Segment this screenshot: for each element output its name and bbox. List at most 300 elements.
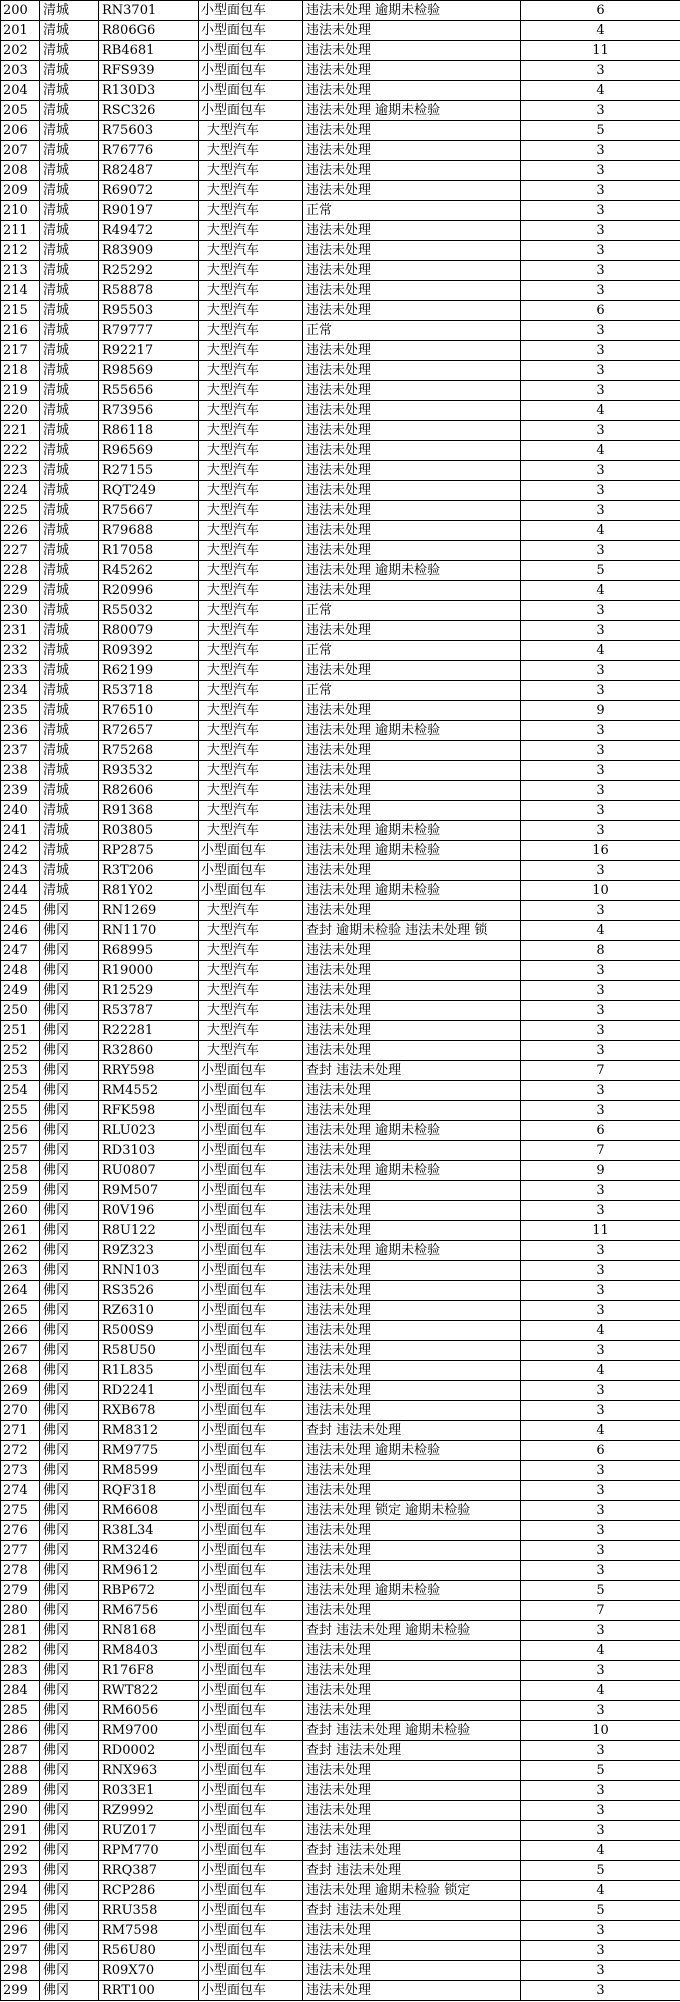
row-number: 257 [1, 1141, 40, 1161]
status-cell: 违法未处理 [303, 1661, 521, 1681]
plate-cell: RQF318 [99, 1481, 199, 1501]
plate-cell: R806G6 [99, 21, 199, 41]
district-cell: 清城 [40, 101, 99, 121]
count-cell: 11 [521, 1221, 680, 1241]
vehicle-type-cell: 小型面包车 [199, 1221, 303, 1241]
row-number: 279 [1, 1581, 40, 1601]
count-cell: 3 [521, 1701, 680, 1721]
count-cell: 3 [521, 281, 680, 301]
status-cell: 违法未处理 [303, 361, 521, 381]
row-number: 255 [1, 1101, 40, 1121]
count-cell: 3 [521, 721, 680, 741]
count-cell: 3 [521, 961, 680, 981]
district-cell: 清城 [40, 741, 99, 761]
count-cell: 3 [521, 1401, 680, 1421]
status-cell: 违法未处理 [303, 501, 521, 521]
vehicle-type-cell: 小型面包车 [199, 1781, 303, 1801]
row-number: 234 [1, 681, 40, 701]
row-number: 238 [1, 761, 40, 781]
vehicle-type-cell: 小型面包车 [199, 21, 303, 41]
row-number: 227 [1, 541, 40, 561]
table-row [1, 961, 680, 981]
count-cell: 3 [521, 901, 680, 921]
plate-cell: R72657 [99, 721, 199, 741]
row-number: 204 [1, 81, 40, 101]
district-cell: 清城 [40, 581, 99, 601]
table-row [1, 1681, 680, 1701]
status-cell: 违法未处理 [303, 1681, 521, 1701]
district-cell: 清城 [40, 141, 99, 161]
count-cell: 16 [521, 841, 680, 861]
table-row [1, 801, 680, 821]
count-cell: 4 [521, 1361, 680, 1381]
count-cell: 3 [521, 181, 680, 201]
table-row [1, 721, 680, 741]
plate-cell: RSC326 [99, 101, 199, 121]
vehicle-type-cell: 小型面包车 [199, 1581, 303, 1601]
district-cell: 佛冈 [40, 1121, 99, 1141]
vehicle-type-cell: 大型汽车 [199, 381, 303, 401]
table-row [1, 1561, 680, 1581]
vehicle-type-cell: 大型汽车 [199, 341, 303, 361]
table-row [1, 1301, 680, 1321]
status-cell: 违法未处理 [303, 1641, 521, 1661]
vehicle-type-cell: 大型汽车 [199, 921, 303, 941]
plate-cell: RD3103 [99, 1141, 199, 1161]
plate-cell: R22281 [99, 1021, 199, 1041]
vehicle-type-cell: 大型汽车 [199, 961, 303, 981]
status-cell: 违法未处理 [303, 381, 521, 401]
district-cell: 佛冈 [40, 1841, 99, 1861]
row-number: 224 [1, 481, 40, 501]
district-cell: 佛冈 [40, 1481, 99, 1501]
row-number: 240 [1, 801, 40, 821]
table-row [1, 1421, 680, 1441]
table-row [1, 281, 680, 301]
plate-cell: RLU023 [99, 1121, 199, 1141]
table-row [1, 1161, 680, 1181]
status-cell: 违法未处理 [303, 541, 521, 561]
vehicle-type-cell: 小型面包车 [199, 1921, 303, 1941]
count-cell: 3 [521, 1621, 680, 1641]
status-cell: 违法未处理 [303, 1081, 521, 1101]
district-cell: 清城 [40, 121, 99, 141]
table-row [1, 1081, 680, 1101]
table-row [1, 341, 680, 361]
district-cell: 佛冈 [40, 1681, 99, 1701]
status-cell: 违法未处理 逾期未检验 [303, 821, 521, 841]
district-cell: 佛冈 [40, 1141, 99, 1161]
status-cell: 违法未处理 [303, 421, 521, 441]
vehicle-type-cell: 大型汽车 [199, 1001, 303, 1021]
count-cell: 4 [521, 1641, 680, 1661]
vehicle-type-cell: 大型汽车 [199, 181, 303, 201]
district-cell: 清城 [40, 241, 99, 261]
vehicle-type-cell: 大型汽车 [199, 201, 303, 221]
table-row [1, 121, 680, 141]
row-number: 212 [1, 241, 40, 261]
plate-cell: RM6756 [99, 1601, 199, 1621]
table-row [1, 1281, 680, 1301]
plate-cell: R56U80 [99, 1941, 199, 1961]
row-number: 208 [1, 161, 40, 181]
vehicle-type-cell: 大型汽车 [199, 361, 303, 381]
table-row [1, 741, 680, 761]
status-cell: 违法未处理 逾期未检验 [303, 1121, 521, 1141]
district-cell: 清城 [40, 41, 99, 61]
row-number: 200 [1, 1, 40, 21]
count-cell: 3 [521, 1381, 680, 1401]
vehicle-type-cell: 大型汽车 [199, 321, 303, 341]
table-row [1, 141, 680, 161]
count-cell: 4 [521, 81, 680, 101]
district-cell: 佛冈 [40, 901, 99, 921]
row-number: 275 [1, 1501, 40, 1521]
vehicle-type-cell: 大型汽车 [199, 941, 303, 961]
table-row [1, 901, 680, 921]
count-cell: 3 [521, 1481, 680, 1501]
plate-cell: R81Y02 [99, 881, 199, 901]
status-cell: 违法未处理 [303, 1461, 521, 1481]
plate-cell: R38L34 [99, 1521, 199, 1541]
vehicle-type-cell: 小型面包车 [199, 1981, 303, 2001]
status-cell: 查封 逾期未检验 违法未处理 锁 [303, 921, 521, 941]
district-cell: 佛冈 [40, 1061, 99, 1081]
plate-cell: R09X70 [99, 1961, 199, 1981]
district-cell: 佛冈 [40, 1721, 99, 1741]
table-row [1, 981, 680, 1001]
district-cell: 佛冈 [40, 1221, 99, 1241]
district-cell: 清城 [40, 161, 99, 181]
plate-cell: RRQ387 [99, 1861, 199, 1881]
plate-cell: R91368 [99, 801, 199, 821]
count-cell: 4 [521, 21, 680, 41]
plate-cell: RM4552 [99, 1081, 199, 1101]
table-row [1, 561, 680, 581]
row-number: 214 [1, 281, 40, 301]
district-cell: 清城 [40, 361, 99, 381]
count-cell: 11 [521, 41, 680, 61]
count-cell: 3 [521, 541, 680, 561]
plate-cell: RN3701 [99, 1, 199, 21]
row-number: 298 [1, 1961, 40, 1981]
row-number: 295 [1, 1901, 40, 1921]
row-number: 209 [1, 181, 40, 201]
vehicle-type-cell: 小型面包车 [199, 1441, 303, 1461]
vehicle-type-cell: 小型面包车 [199, 81, 303, 101]
row-number: 273 [1, 1461, 40, 1481]
plate-cell: RM6056 [99, 1701, 199, 1721]
table-row [1, 481, 680, 501]
plate-cell: R96569 [99, 441, 199, 461]
district-cell: 清城 [40, 381, 99, 401]
row-number: 252 [1, 1041, 40, 1061]
count-cell: 3 [521, 981, 680, 1001]
table-row [1, 1601, 680, 1621]
table-row [1, 841, 680, 861]
district-cell: 佛冈 [40, 1281, 99, 1301]
status-cell: 违法未处理 [303, 441, 521, 461]
row-number: 222 [1, 441, 40, 461]
row-number: 277 [1, 1541, 40, 1561]
count-cell: 5 [521, 121, 680, 141]
table-row [1, 1621, 680, 1641]
count-cell: 3 [521, 661, 680, 681]
table-row [1, 441, 680, 461]
table-row [1, 881, 680, 901]
status-cell: 违法未处理 逾期未检验 锁定 [303, 1881, 521, 1901]
table-row [1, 1181, 680, 1201]
table-row [1, 581, 680, 601]
district-cell: 佛冈 [40, 1241, 99, 1261]
district-cell: 佛冈 [40, 921, 99, 941]
table-row [1, 781, 680, 801]
status-cell: 违法未处理 [303, 1781, 521, 1801]
table-row [1, 1261, 680, 1281]
plate-cell: RXB678 [99, 1401, 199, 1421]
plate-cell: RFS939 [99, 61, 199, 81]
count-cell: 3 [521, 1281, 680, 1301]
district-cell: 佛冈 [40, 961, 99, 981]
district-cell: 佛冈 [40, 1621, 99, 1641]
vehicle-type-cell: 大型汽车 [199, 461, 303, 481]
row-number: 202 [1, 41, 40, 61]
table-row [1, 1521, 680, 1541]
vehicle-type-cell: 大型汽车 [199, 661, 303, 681]
count-cell: 4 [521, 1881, 680, 1901]
table-row [1, 201, 680, 221]
count-cell: 6 [521, 1441, 680, 1461]
plate-cell: R03805 [99, 821, 199, 841]
table-row [1, 1641, 680, 1661]
district-cell: 清城 [40, 721, 99, 741]
plate-cell: R1L835 [99, 1361, 199, 1381]
row-number: 263 [1, 1261, 40, 1281]
plate-cell: RBP672 [99, 1581, 199, 1601]
plate-cell: RM3246 [99, 1541, 199, 1561]
count-cell: 3 [521, 361, 680, 381]
status-cell: 违法未处理 [303, 341, 521, 361]
count-cell: 7 [521, 1601, 680, 1621]
table-row [1, 521, 680, 541]
plate-cell: RNN103 [99, 1261, 199, 1281]
district-cell: 佛冈 [40, 1161, 99, 1181]
plate-cell: RB4681 [99, 41, 199, 61]
status-cell: 违法未处理 [303, 241, 521, 261]
district-cell: 清城 [40, 661, 99, 681]
district-cell: 清城 [40, 501, 99, 521]
plate-cell: RM9700 [99, 1721, 199, 1741]
plate-cell: R45262 [99, 561, 199, 581]
vehicle-type-cell: 小型面包车 [199, 1901, 303, 1921]
count-cell: 3 [521, 1561, 680, 1581]
district-cell: 清城 [40, 401, 99, 421]
count-cell: 3 [521, 1181, 680, 1201]
table-row [1, 1741, 680, 1761]
vehicle-type-cell: 大型汽车 [199, 1041, 303, 1061]
vehicle-type-cell: 小型面包车 [199, 1881, 303, 1901]
vehicle-type-cell: 大型汽车 [199, 521, 303, 541]
plate-cell: R49472 [99, 221, 199, 241]
row-number: 271 [1, 1421, 40, 1441]
status-cell: 违法未处理 [303, 1261, 521, 1281]
count-cell: 3 [521, 1241, 680, 1261]
plate-cell: R176F8 [99, 1661, 199, 1681]
count-cell: 3 [521, 1981, 680, 2001]
status-cell: 违法未处理 [303, 281, 521, 301]
count-cell: 3 [521, 421, 680, 441]
status-cell: 违法未处理 [303, 661, 521, 681]
vehicle-type-cell: 大型汽车 [199, 701, 303, 721]
table-row [1, 1381, 680, 1401]
plate-cell: RZ6310 [99, 1301, 199, 1321]
table-row [1, 941, 680, 961]
plate-cell: RM7598 [99, 1921, 199, 1941]
row-number: 265 [1, 1301, 40, 1321]
vehicle-type-cell: 小型面包车 [199, 1621, 303, 1641]
status-cell: 违法未处理 [303, 161, 521, 181]
vehicle-type-cell: 小型面包车 [199, 1821, 303, 1841]
status-cell: 正常 [303, 641, 521, 661]
status-cell: 违法未处理 [303, 1341, 521, 1361]
count-cell: 4 [521, 1421, 680, 1441]
vehicle-type-cell: 小型面包车 [199, 1501, 303, 1521]
district-cell: 清城 [40, 221, 99, 241]
row-number: 284 [1, 1681, 40, 1701]
vehicle-type-cell: 小型面包车 [199, 1641, 303, 1661]
status-cell: 违法未处理 [303, 1221, 521, 1241]
plate-cell: RCP286 [99, 1881, 199, 1901]
count-cell: 3 [521, 1821, 680, 1841]
plate-cell: R19000 [99, 961, 199, 981]
plate-cell: RP2875 [99, 841, 199, 861]
count-cell: 5 [521, 1861, 680, 1881]
row-number: 218 [1, 361, 40, 381]
count-cell: 4 [521, 521, 680, 541]
district-cell: 佛冈 [40, 1041, 99, 1061]
status-cell: 违法未处理 [303, 1201, 521, 1221]
table-row [1, 1501, 680, 1521]
status-cell: 违法未处理 [303, 1541, 521, 1561]
table-row [1, 321, 680, 341]
count-cell: 3 [521, 1781, 680, 1801]
count-cell: 3 [521, 1101, 680, 1121]
plate-cell: R98569 [99, 361, 199, 381]
table-row [1, 821, 680, 841]
count-cell: 7 [521, 1061, 680, 1081]
plate-cell: RM8312 [99, 1421, 199, 1441]
count-cell: 4 [521, 441, 680, 461]
table-row [1, 661, 680, 681]
table-row [1, 1821, 680, 1841]
table-row [1, 1701, 680, 1721]
vehicle-type-cell: 大型汽车 [199, 121, 303, 141]
status-cell: 违法未处理 [303, 941, 521, 961]
row-number: 228 [1, 561, 40, 581]
row-number: 278 [1, 1561, 40, 1581]
district-cell: 清城 [40, 301, 99, 321]
plate-cell: R27155 [99, 461, 199, 481]
row-number: 206 [1, 121, 40, 141]
status-cell: 违法未处理 [303, 521, 521, 541]
vehicle-type-cell: 大型汽车 [199, 221, 303, 241]
row-number: 236 [1, 721, 40, 741]
status-cell: 违法未处理 [303, 801, 521, 821]
status-cell: 违法未处理 [303, 301, 521, 321]
vehicle-type-cell: 小型面包车 [199, 1601, 303, 1621]
plate-cell: RM8403 [99, 1641, 199, 1661]
plate-cell: R69072 [99, 181, 199, 201]
status-cell: 违法未处理 [303, 1401, 521, 1421]
table-row [1, 1801, 680, 1821]
district-cell: 清城 [40, 641, 99, 661]
plate-cell: RM9612 [99, 1561, 199, 1581]
count-cell: 3 [521, 461, 680, 481]
plate-cell: R32860 [99, 1041, 199, 1061]
vehicle-type-cell: 大型汽车 [199, 781, 303, 801]
status-cell: 违法未处理 [303, 701, 521, 721]
vehicle-type-cell: 小型面包车 [199, 881, 303, 901]
vehicle-type-cell: 小型面包车 [199, 1201, 303, 1221]
status-cell: 查封 违法未处理 [303, 1061, 521, 1081]
count-cell: 3 [521, 1461, 680, 1481]
count-cell: 3 [521, 1021, 680, 1041]
plate-cell: RN1269 [99, 901, 199, 921]
plate-cell: RFK598 [99, 1101, 199, 1121]
vehicle-type-cell: 大型汽车 [199, 801, 303, 821]
district-cell: 佛冈 [40, 1821, 99, 1841]
plate-cell: RQT249 [99, 481, 199, 501]
count-cell: 3 [521, 781, 680, 801]
district-cell: 佛冈 [40, 1081, 99, 1101]
vehicle-type-cell: 小型面包车 [199, 1181, 303, 1201]
table-row [1, 1, 680, 21]
district-cell: 佛冈 [40, 1301, 99, 1321]
district-cell: 清城 [40, 341, 99, 361]
plate-cell: RD2241 [99, 1381, 199, 1401]
district-cell: 佛冈 [40, 1661, 99, 1681]
count-cell: 3 [521, 1041, 680, 1061]
status-cell: 违法未处理 [303, 1021, 521, 1041]
vehicle-type-cell: 小型面包车 [199, 101, 303, 121]
count-cell: 3 [521, 821, 680, 841]
district-cell: 清城 [40, 461, 99, 481]
district-cell: 佛冈 [40, 1781, 99, 1801]
table-row [1, 1041, 680, 1061]
vehicle-type-cell: 大型汽车 [199, 561, 303, 581]
count-cell: 3 [521, 341, 680, 361]
district-cell: 佛冈 [40, 1381, 99, 1401]
district-cell: 佛冈 [40, 1321, 99, 1341]
count-cell: 3 [521, 1541, 680, 1561]
vehicle-type-cell: 小型面包车 [199, 1681, 303, 1701]
status-cell: 违法未处理 [303, 1041, 521, 1061]
vehicle-type-cell: 小型面包车 [199, 1241, 303, 1261]
row-number: 233 [1, 661, 40, 681]
vehicle-type-cell: 小型面包车 [199, 1701, 303, 1721]
vehicle-type-cell: 小型面包车 [199, 1961, 303, 1981]
table-row [1, 1901, 680, 1921]
status-cell: 违法未处理 [303, 41, 521, 61]
count-cell: 3 [521, 221, 680, 241]
plate-cell: RPM770 [99, 1841, 199, 1861]
count-cell: 3 [521, 861, 680, 881]
table-row [1, 1001, 680, 1021]
plate-cell: R92217 [99, 341, 199, 361]
row-number: 207 [1, 141, 40, 161]
count-cell: 3 [521, 1301, 680, 1321]
table-row [1, 921, 680, 941]
